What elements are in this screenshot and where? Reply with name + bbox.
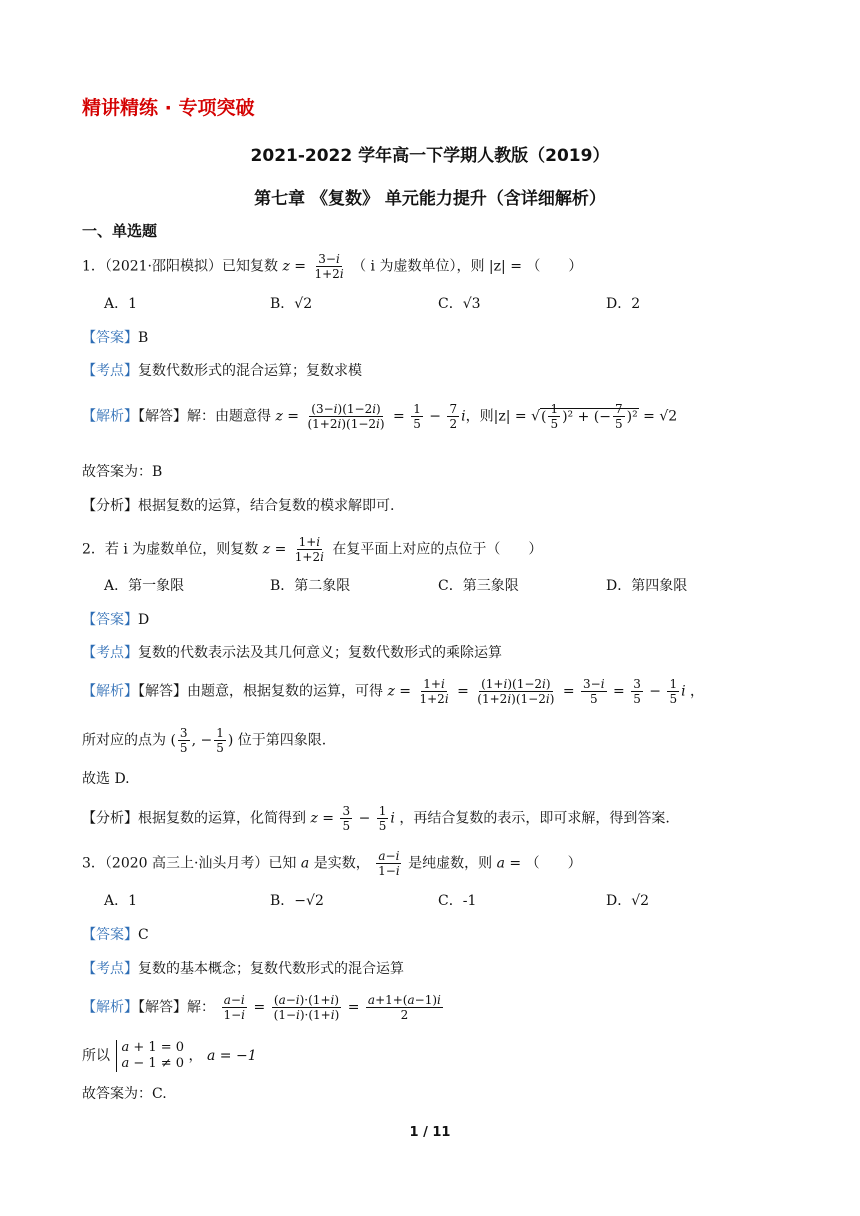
- section-heading: 一、单选题: [82, 222, 158, 240]
- q3-solution-lead: 解：: [187, 999, 215, 1016]
- q3-point-text: 复数的基本概念；复数代数形式的混合运算: [138, 961, 404, 977]
- q3-answer-value: C: [138, 927, 149, 943]
- q1-analysis: [82, 495, 394, 515]
- q2-stem-tail: 在复平面上对应的点位于（ ）: [332, 541, 543, 558]
- q3-option-b: B．−√2: [270, 893, 324, 909]
- analysis-tag: 【解析】: [82, 999, 138, 1016]
- q2-point-line: 所对应的点为 ( $\frac{3}{5}$ , − $\frac{1}{5}$ ) 位于第四象限.: [82, 726, 327, 755]
- q3-option-a: A．1: [104, 893, 138, 909]
- q3-conclusion: 故答案为：C.: [82, 1086, 167, 1102]
- q1-option-b: B．√2: [270, 296, 313, 312]
- q1-formula: $\frac{3-i}{1+2i}$: [314, 252, 344, 281]
- q2-option-b: B．第二象限: [270, 578, 351, 594]
- q1-option-a: A．1: [104, 296, 138, 312]
- q1-conclusion: 故答案为：B: [82, 464, 163, 480]
- q3-formula: $\frac{a-i}{1-i}$: [378, 849, 400, 878]
- q1-stem: 1．（2021·邵阳模拟）已知复数 z = $\frac{3-i}{1+2i}$ （ i 为虚数单位），则 |z| = （ ）: [82, 252, 583, 281]
- answer-tag: 【答案】: [82, 612, 138, 628]
- point-tag: 【考点】: [82, 363, 138, 379]
- point-tag: 【考点】: [82, 645, 138, 661]
- q1-solution: 【解析】【解答】解：由题意得 z = $\frac{(3-i)(1-2i)}{(1+2i)(1-2i)}$ = $\frac{1}{5}$ − $\frac{7}{2}$ i，则|z| = √( $\frac{1}{5}$ )² + (− $\frac{7}{5}$ )² = √2: [82, 402, 678, 431]
- q3-option-d: D．√2: [606, 893, 650, 909]
- q1-point-text: 复数代数形式的混合运算；复数求模: [138, 363, 362, 379]
- point-tag: 【考点】: [82, 961, 138, 977]
- solve-tag: 【解答】: [138, 408, 187, 425]
- document-title: 2021-2022 学年高一下学期人教版（2019）: [250, 146, 610, 166]
- q2-answer: [82, 609, 149, 629]
- q1-solution-lead: 解：由题意得: [187, 408, 271, 425]
- q2-analysis-lead: 根据复数的运算，化简得到: [138, 810, 306, 827]
- q2-conclusion: 故选 D.: [82, 771, 130, 787]
- q1-answer-value: B: [138, 330, 149, 346]
- q3-answer: [82, 924, 149, 944]
- q3-stem-tail: （ ）: [525, 855, 582, 872]
- q3-line2-lead: 所以: [82, 1048, 110, 1064]
- q2-solution: 【解析】【解答】由题意，根据复数的运算，可得 z = $\frac{1+i}{1+2i}$ = $\frac{(1+i)(1-2i)}{(1+2i)(1-2i)}$ = $\frac{3-i}{5}$ = $\frac{3}{5}$ − $\frac{1}{5}$ i ，: [82, 677, 705, 706]
- q2-option-d: D．第四象限: [606, 578, 688, 594]
- q2-stem: 2．若 i 为虚数单位，则复数 z = $\frac{1+i}{1+2i}$ 在复平面上对应的点位于（ ）: [82, 535, 543, 564]
- q1-answer: [82, 327, 148, 347]
- q2-solution-lead: 由题意，根据复数的运算，可得: [187, 683, 383, 700]
- q3-option-c: C．-1: [438, 893, 477, 909]
- page-number: 1 / 11: [409, 1125, 451, 1140]
- q2-answer-value: D: [138, 612, 150, 628]
- q2-option-a: A．第一象限: [104, 578, 185, 594]
- analysis-tag: 【解析】: [82, 408, 138, 425]
- q1-modulus: √( $\frac{1}{5}$ )² + (− $\frac{7}{5}$ )²: [531, 402, 638, 431]
- q1-solution-mid: ，则|z| =: [465, 408, 527, 425]
- fenxi-tag: 【分析】: [82, 498, 138, 514]
- q3-stem-mid2: 是纯虚数，则: [408, 855, 493, 872]
- q3-stem-mid: 是实数，: [313, 855, 370, 872]
- q3-stem: 3．（2020 高三上·汕头月考）已知 a 是实数， $\frac{a-i}{1-i}$ 是纯虚数，则 a = （ ）: [82, 849, 582, 878]
- q1-point: [82, 360, 362, 380]
- solve-tag: 【解答】: [138, 683, 187, 700]
- q1-option-d: D．2: [606, 296, 641, 312]
- q2-analysis: 【分析】根据复数的运算，化简得到 z = $\frac{3}{5}$ − $\frac{1}{5}$ i ，再结合复数的表示，即可求解，得到答案.: [82, 804, 670, 833]
- q2-line2-lead: 所对应的点为: [82, 732, 166, 749]
- answer-tag: 【答案】: [82, 330, 138, 346]
- q1-solution-fraction: $\frac{(3-i)(1-2i)}{(1+2i)(1-2i)}$: [307, 402, 385, 431]
- q2-point: [82, 642, 502, 662]
- q1-analysis-text: 根据复数的运算，结合复数的模求解即可.: [138, 498, 395, 514]
- q1-stem-lead: 1．（2021·邵阳模拟）已知复数: [82, 258, 278, 275]
- q3-solution: 【解析】【解答】解： $\frac{a-i}{1-i}$ = $\frac{(a-i)\cdot(1+i)}{(1-i)\cdot(1+i)}$ = $\frac{a+1+(a-1)i}{2}$: [82, 993, 441, 1022]
- q2-stem-lead: 2．若 i 为虚数单位，则复数: [82, 541, 259, 558]
- q3-stem-lead: 3．（2020 高三上·汕头月考）已知: [82, 855, 297, 872]
- q2-analysis-tail: ，再结合复数的表示，即可求解，得到答案.: [399, 810, 670, 827]
- brand-title: 精讲精练 · 专项突破: [82, 97, 255, 119]
- q3-system: 所以 a + 1 = 0 a − 1 ≠ 0 ， a = −1: [82, 1040, 257, 1071]
- solve-tag: 【解答】: [138, 999, 187, 1016]
- q2-point-text: 复数的代数表示法及其几何意义；复数代数形式的乘除运算: [138, 645, 502, 661]
- q3-result: a = −1: [206, 1048, 257, 1064]
- fenxi-tag: 【分析】: [82, 810, 138, 827]
- analysis-tag: 【解析】: [82, 683, 138, 700]
- q3-point: [82, 958, 404, 978]
- q2-formula: $\frac{1+i}{1+2i}$: [294, 535, 324, 564]
- q2-line2-tail: 位于第四象限.: [237, 732, 327, 749]
- q1-option-c: C．√3: [438, 296, 481, 312]
- q2-option-c: C．第三象限: [438, 578, 519, 594]
- q1-stem-tail: （ i 为虚数单位），则 |z| = （ ）: [352, 258, 583, 275]
- answer-tag: 【答案】: [82, 927, 138, 943]
- chapter-title: 第七章 《复数》 单元能力提升（含详细解析）: [254, 189, 606, 209]
